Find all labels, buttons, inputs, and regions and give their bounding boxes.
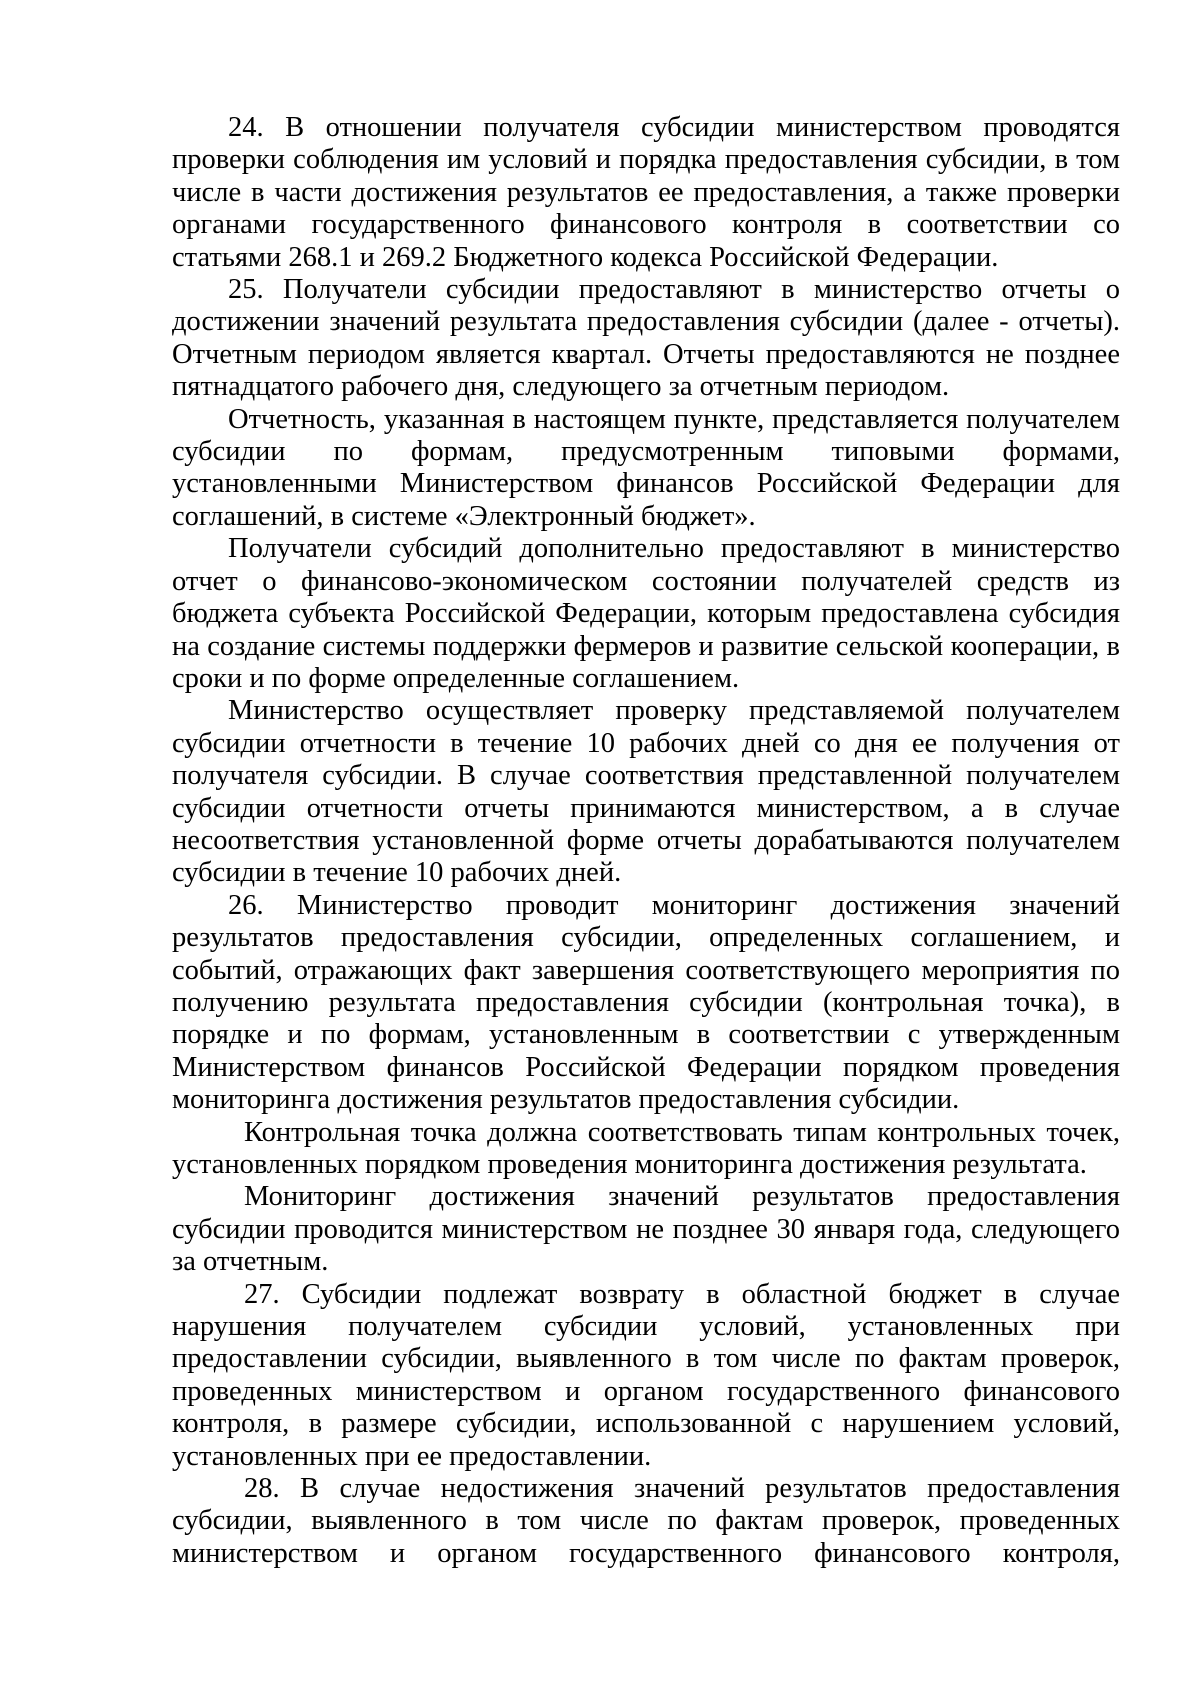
paragraph-control-point: Контрольная точка должна соответствовать типам контрольных точек, установленных порядком проведения мониторинга достижения результата. bbox=[172, 1116, 1120, 1180]
paragraph-25: 25. Получатели субсидии предоставляют в министерство отчеты о достижении значений результата предоставления субсидии (далее - отчеты). Отчетным периодом является квартал. Отчеты предоставляются не позднее пятнадцатого рабочего дня, следующего за отчетным периодом. bbox=[172, 274, 1120, 403]
paragraph-report-verification: Министерство осуществляет проверку представляемой получателем субсидии отчетности в течение 10 рабочих дней со дня ее получения от получателя субсидии. В случае соответствия представленной получателем субсидии отчетности отчеты принимаются министерством, а в случае несоответствия установленной форме отчеты дорабатываются получателем субсидии в течение 10 рабочих дней. bbox=[172, 695, 1120, 889]
paragraph-26: 26. Министерство проводит мониторинг достижения значений результатов предоставления субсидии, определенных соглашением, и событий, отражающих факт завершения соответствующего мероприятия по получению результата предоставления субсидии (контрольная точка), в порядке и по формам, установленным в соответствии с утвержденным Министерством финансов Российской Федерации порядком проведения мониторинга достижения результатов предоставления субсидии. bbox=[172, 889, 1120, 1116]
paragraph-27: 27. Субсидии подлежат возврату в областной бюджет в случае нарушения получателем субсидии условий, установленных при предоставлении субсидии, выявленного в том числе по фактам проверок, проведенных министерством и органом государственного финансового контроля, в размере субсидии, использованной с нарушением условий, установленных при ее предоставлении. bbox=[172, 1278, 1120, 1472]
paragraph-reporting-forms: Отчетность, указанная в настоящем пункте, представляется получателем субсидии по формам, предусмотренным типовыми формами, установленными Министерством финансов Российской Федерации для соглашений, в системе «Электронный бюджет». bbox=[172, 403, 1120, 532]
document-body bbox=[172, 112, 1120, 1570]
paragraph-monitoring-deadline: Мониторинг достижения значений результатов предоставления субсидии проводится министерством не позднее 30 января года, следующего за отчетным. bbox=[172, 1181, 1120, 1278]
paragraph-financial-report: Получатели субсидий дополнительно предоставляют в министерство отчет о финансово-экономическом состоянии получателей средств из бюджета субъекта Российской Федерации, которым предоставлена субсидия на создание системы поддержки фермеров и развитие сельской кооперации, в сроки и по форме определенные соглашением. bbox=[172, 533, 1120, 694]
paragraph-28: 28. В случае недостижения значений результатов предоставления субсидии, выявленного в том числе по фактам проверок, проведенных министерством и органом государственного финансового контроля, bbox=[172, 1473, 1120, 1569]
paragraph-24: 24. В отношении получателя субсидии министерством проводятся проверки соблюдения им условий и порядка предоставления субсидии, в том числе в части достижения результатов ее предоставления, а также проверки органами государственного финансового контроля в соответствии со статьями 268.1 и 269.2 Бюджетного кодекса Российской Федерации. bbox=[172, 112, 1120, 273]
